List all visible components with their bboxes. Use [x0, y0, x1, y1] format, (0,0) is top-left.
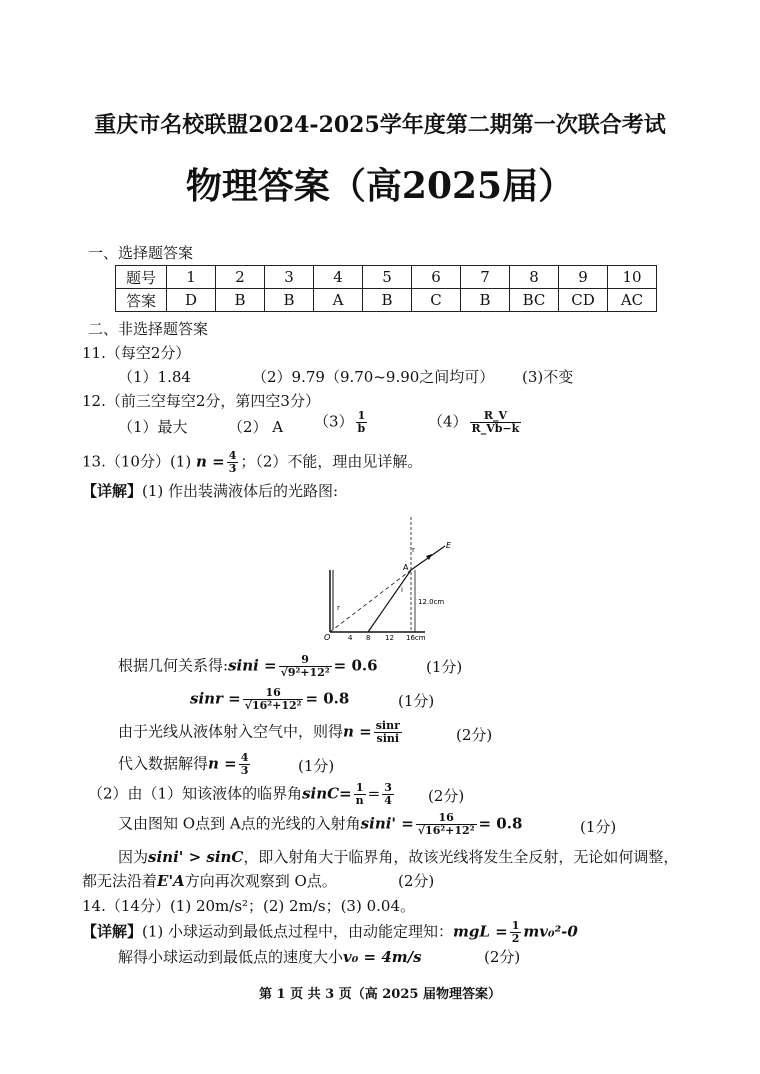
q11-heading: 11.（每空2分）	[82, 344, 191, 362]
section1-heading: 一、选择题答案	[88, 244, 194, 262]
q12-answer-2: （2） A	[228, 418, 284, 436]
q13-line7: 因为sini' > sinC，即入射角大于临界角，故该光线将发生全反射，无论如何调整，	[118, 848, 679, 866]
axis-label-16cm: 16cm	[406, 634, 426, 642]
score-label: (1分)	[398, 692, 435, 710]
axis-label-o: O	[324, 633, 331, 642]
q12-answer-3: （3） $\frac{1}{b}$	[314, 409, 366, 435]
answer-cell: C	[412, 289, 461, 312]
question-number: 8	[510, 266, 559, 289]
answer-cell: BC	[510, 289, 559, 312]
table-row	[116, 266, 657, 289]
angle-r2-label: r	[337, 604, 340, 612]
question-number: 1	[167, 266, 216, 289]
q11-answer-1: （1）1.84	[118, 368, 191, 386]
point-a-label: A	[403, 563, 409, 572]
question-number: 3	[265, 266, 314, 289]
section2-heading: 二、非选择题答案	[88, 320, 209, 338]
question-number: 2	[216, 266, 265, 289]
axis-label-4: 4	[348, 634, 353, 642]
point-e-label: E	[446, 541, 452, 550]
row-label: 题号	[116, 266, 167, 289]
answer-cell: CD	[559, 289, 608, 312]
q13-heading: 13.（10分）(1) n = $\frac{4}{3}$ ；（2）不能，理由见详解。	[82, 449, 423, 475]
question-number: 4	[314, 266, 363, 289]
q13-line3: 由于光线从液体射入空气中，则得n = $\frac{\sin r}{\sin i}$	[118, 719, 400, 745]
score-label: (1分)	[298, 757, 335, 775]
answer-cell: B	[265, 289, 314, 312]
page-subtitle: 物理答案（高2025届）	[185, 165, 575, 207]
q13-detail: 【详解】(1) 作出装满液体后的光路图:	[82, 482, 339, 500]
score-label: (2分)	[428, 787, 465, 805]
q14-heading: 14.（14分）(1) 20m/s²；(2) 2m/s；(3) 0.04。	[82, 897, 415, 915]
answer-cell: D	[167, 289, 216, 312]
answer-table	[115, 265, 657, 312]
page-title: 重庆市名校联盟2024-2025学年度第二期第一次联合考试	[94, 112, 666, 138]
q14-detail: 【详解】(1) 小球运动到最低点过程中，由动能定理知：mgL = $\frac{1}{2}$ mv₀²-0	[82, 919, 578, 945]
q13-line4: 代入数据解得n = $\frac{4}{3}$	[118, 751, 249, 777]
fraction: $\frac{1}{b}$	[357, 409, 366, 435]
score-label: (2分)	[456, 726, 493, 744]
q12-heading: 12.（前三空每空2分，第四空3分）	[82, 392, 320, 410]
question-number: 5	[363, 266, 412, 289]
answer-cell: B	[461, 289, 510, 312]
answer-cell: B	[216, 289, 265, 312]
angle-i-label: i	[401, 586, 403, 594]
q13-line2: sinr = $\frac{16}{\text{√16²+12²}}$ = 0.8	[190, 686, 350, 712]
fraction: $\frac{R\_V}{R\_Vb-k}$	[471, 409, 520, 435]
q13-line6: 又由图知 O点到 A点的光线的入射角sini' = $\frac{16}{\text{√16²+12²}}$ = 0.8	[118, 811, 523, 837]
row-label: 答案	[116, 289, 167, 312]
axis-label-12: 12	[385, 634, 394, 642]
score-label: (1分)	[426, 658, 463, 676]
angle-r-label: r	[412, 546, 415, 554]
q13-line8: 都无法沿着E'A方向再次观察到 O点。	[82, 872, 337, 890]
detail-tag: 【详解】	[82, 922, 143, 941]
table-row	[116, 289, 657, 312]
detail-tag: 【详解】	[82, 482, 143, 500]
question-number: 10	[608, 266, 657, 289]
question-number: 7	[461, 266, 510, 289]
question-number: 6	[412, 266, 461, 289]
answer-cell: A	[314, 289, 363, 312]
score-label: (2分)	[398, 872, 435, 890]
answer-cell: B	[363, 289, 412, 312]
q11-answer-2: （2）9.79（9.70~9.90之间均可）	[252, 368, 495, 386]
axis-label-8: 8	[366, 634, 371, 642]
q13-line5: （2）由（1）知该液体的临界角sinC= $\frac{1}{n}$ = $\frac{3}{4}$	[88, 781, 392, 807]
question-number: 9	[559, 266, 608, 289]
answer-cell: AC	[608, 289, 657, 312]
q14-line2: 解得小球运动到最低点的速度大小v₀ = 4m/s	[118, 948, 422, 966]
q11-answer-3: (3)不变	[522, 368, 574, 386]
score-label: (1分)	[580, 818, 617, 836]
q12-answer-4: （4） $\frac{R\_V}{R\_Vb-k}$	[428, 409, 520, 435]
score-label: (2分)	[484, 948, 521, 966]
light-path-figure	[315, 512, 475, 644]
page-footer: 第 1 页 共 3 页（高 2025 届物理答案）	[259, 987, 501, 1002]
height-label: 12.0cm	[418, 598, 445, 606]
q12-answer-1: （1）最大	[118, 418, 188, 436]
q13-line1: 根据几何关系得:sini = $\frac{9}{\text{√9²+12²}}$ = 0.6	[118, 653, 378, 679]
